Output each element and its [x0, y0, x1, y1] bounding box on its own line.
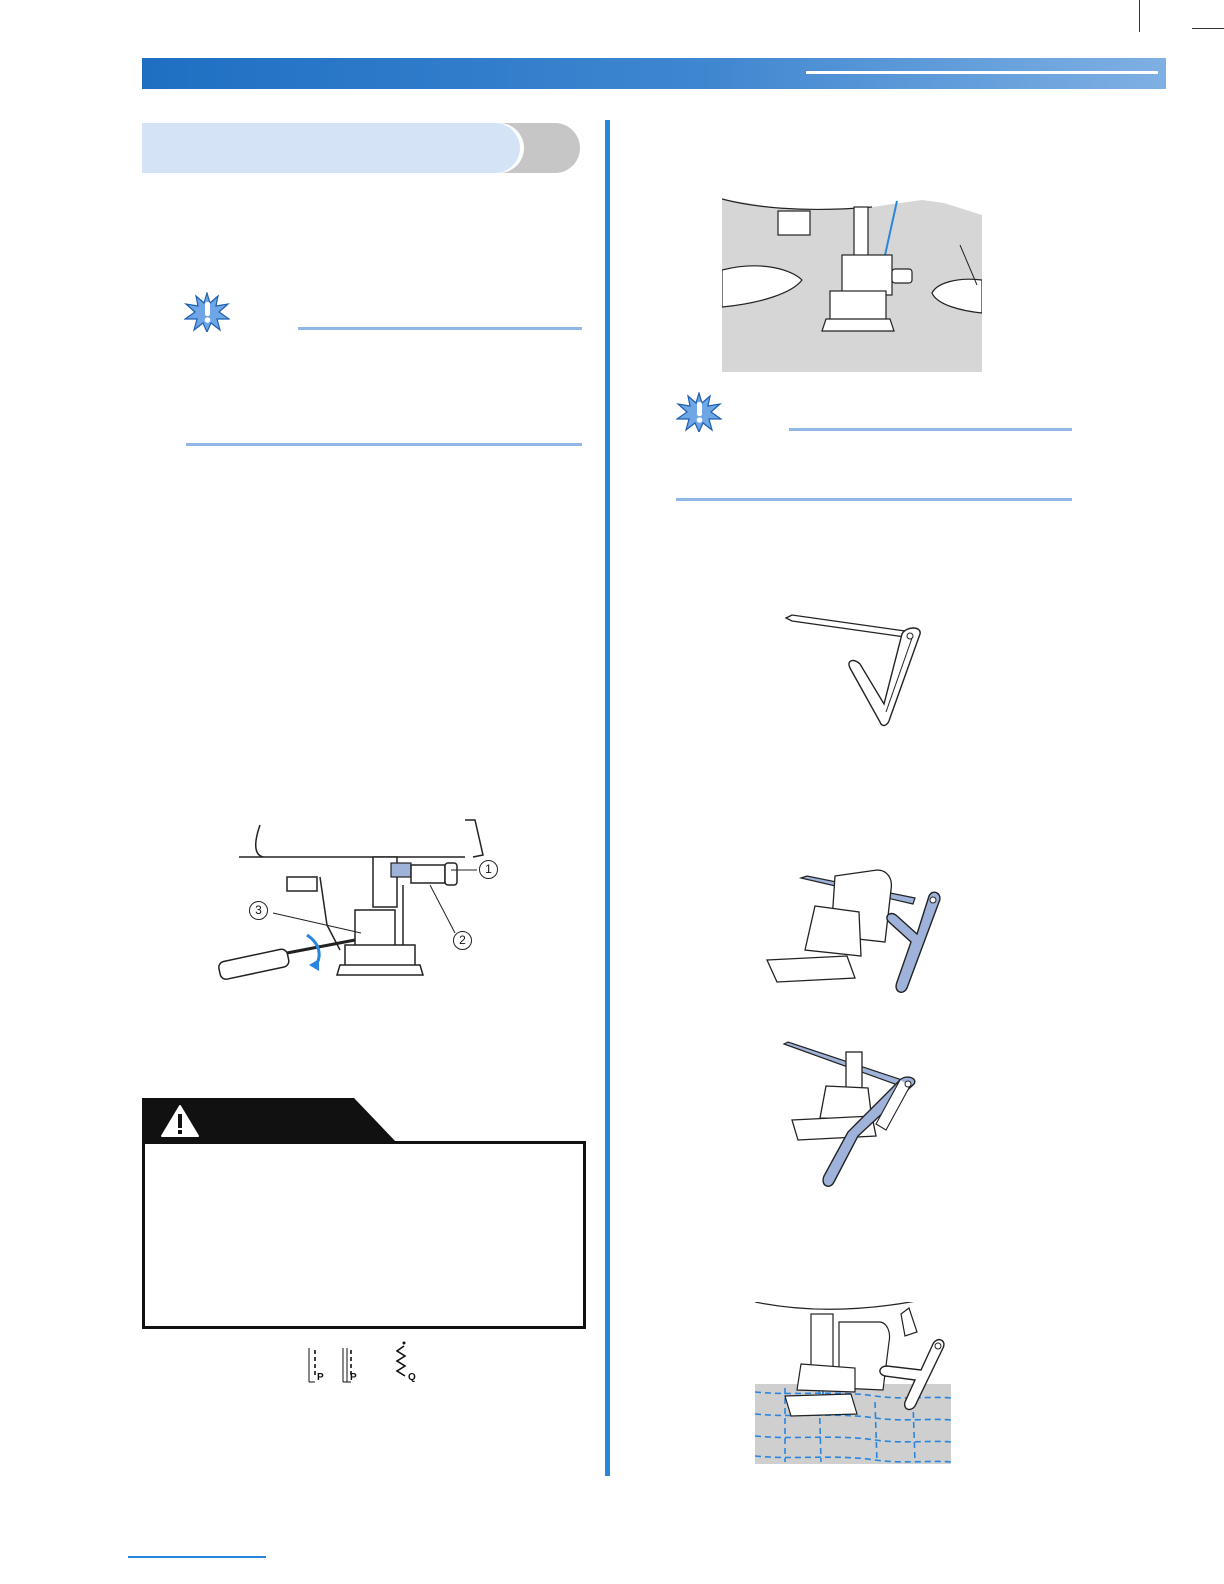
- note-rule-right-top: [789, 428, 1072, 431]
- stitch-letter-p: P: [317, 1372, 324, 1383]
- straight-stitch-icon: [306, 1346, 326, 1386]
- note-icon-right: [676, 392, 722, 432]
- caution-tab: [142, 1098, 397, 1143]
- straight-stitch-alt-icon: [340, 1346, 360, 1386]
- note-icon: [184, 292, 230, 332]
- presser-foot-screw-figure: [215, 815, 515, 995]
- stitch-letter-p-2: P: [350, 1372, 357, 1383]
- note-rule-top: [298, 327, 582, 330]
- note-rule-bottom: [186, 443, 582, 446]
- footer-link-rule: [128, 1556, 266, 1558]
- crop-mark-right: [1192, 28, 1224, 29]
- section-title-pill: [142, 123, 520, 173]
- standard-foot-guide-figure: [776, 1040, 921, 1190]
- caution-box: [142, 1141, 586, 1329]
- callout-2: 2: [453, 931, 472, 950]
- header-rule: [806, 71, 1158, 74]
- stitch-letter-q: Q: [408, 1372, 416, 1383]
- zigzag-stitch-icon: [394, 1340, 418, 1386]
- note-rule-right-bottom: [676, 498, 1072, 501]
- guiding-fabric-figure: [722, 185, 982, 372]
- walking-foot-guide-figure: [765, 866, 945, 994]
- quilting-fabric-figure: [755, 1292, 951, 1464]
- callout-3: 3: [249, 901, 268, 920]
- callout-1: 1: [479, 860, 498, 879]
- crop-mark-top: [1139, 0, 1140, 32]
- quilting-guide-figure: [782, 608, 927, 733]
- column-divider: [605, 120, 610, 1476]
